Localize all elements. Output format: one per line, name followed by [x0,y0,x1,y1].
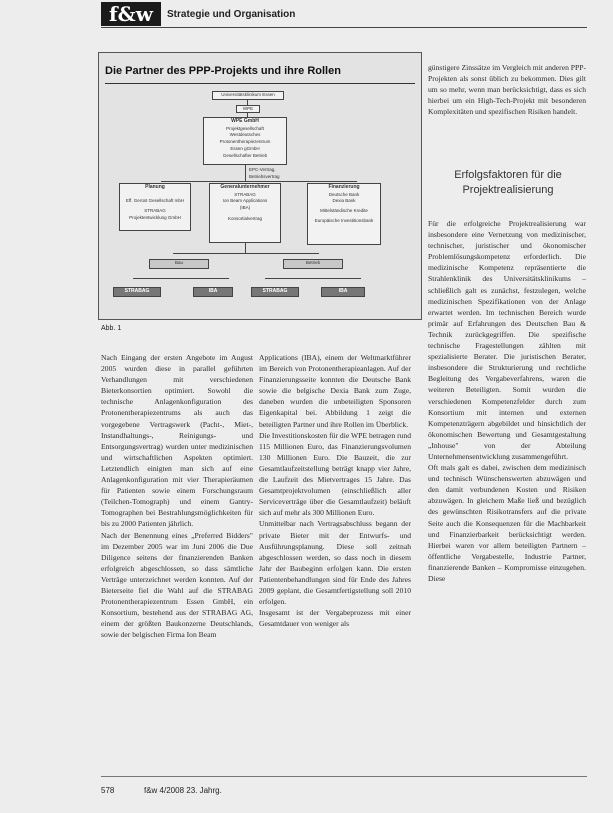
journal-issue: f&w 4/2008 23. Jahrg. [144,786,222,795]
diagram-wpe-line: Projektgesellschaft [226,125,264,131]
text-column-middle [259,352,411,629]
section-title: Strategie und Organisation [167,9,296,20]
section-subheading: Erfolgsfaktoren für die Projektrealisierung [454,169,562,196]
diagram-planning-line: Eff. Gerüst Gesellschaft mbH [125,197,185,203]
diagram-box-planning [119,183,191,231]
diagram-wpe-title: WPE GmbH [231,118,259,124]
header-divider [101,27,587,28]
paragraph: Nach Eingang der ersten Angebote im August 2005 wurden diese in parallel geführten Verhandlungen mit verschiedenen Bieterkonsortien optimiert. Sowohl die technische Anlagenkonfiguration des Protonentherapiezentrums als auch das vorgegebene Vertragswerk (Pacht-, Miet-, Instandhaltungs-, Reinigungs- und Entsorgungsvertrag) wurden unter medizinischen und wirtschaftlichen Aspekten optimiert. Letztendlich einigten man sich auf eine Anlagenkonfiguration mit vier Therapieräumen für Patienten sowie einem Forschungsraum (Teilchen-Tomograph) und einem Gantry-Tomographen bei Bestrahlungsmöglichkeiten für bis zu 2000 Patienten jährlich. [101,353,253,529]
diagram-contractor-line: Ion Beam Applications [222,198,268,204]
diagram-contract-label: EPC-Vertrag, Betriebsvertrag [249,167,280,179]
diagram-connector [161,181,357,182]
diagram-planning-line: STRABAG [144,208,166,214]
diagram-contractor-line: (IBA) [239,205,251,210]
paragraph: Applications (IBA), einem der Weltmarktführer im Bereich von Protonentherapieanlagen. Auf der Finanzierungsseite konnten die Deutsche Bank sowie die belgische Dexia Bank zum Zuge, daneben wurden die unbeteiligten Sponsoren Eigenkapital bei. Abbildung 1 zeigt die beteiligten Partner und ihre Rollen im Überblick. [259,353,411,429]
diagram-wpe-line: Essen gGmbH [230,145,260,151]
figure-title: Die Partner des PPP-Projekts und ihre Rollen [105,65,341,77]
diagram-finance-line: Mittelständische Kredite [320,208,368,213]
paragraph: Für die erfolgreiche Projektrealisierung war insbesondere eine Vernetzung von medizinischer, technischer, juristischer und ökonomischer Problemlösungskompetenz erforderlich. Die medizinische Kompetenz repräsentierte die Strahlenklinik des Universitätsklinikums – schließlich galt es zunächst, festzulegen, welche medizinischen Spezifikationen von der Anlage erwartet werden. Im technischen Bereich wurde primär auf Erfahrungen des Deutschen Bau & Technik zurückgegriffen. Die spezifische technische Fragestellungen zählten mit spezialisierte Berater. Die juristischen Berater, insbesondere die Strukturierung und rechtliche Begleitung des Vergabeverfahrens, waren die weiteren Beteiligten. Somit wurden die verschiedenen Kompetenzfelder durch zum Konsortium mit internen und externen Kompetenzträgern abgebildet und hinsichtlich der ökonomischen Bewertung und Gesamtgestaltung „Inhouse" von der Abteilung Unternehmensentwicklung zusammengeführt. [428,219,586,461]
paragraph: Nach der Benennung eines „Preferred Bidders" im Dezember 2005 war im Juni 2006 die Due Diligence seitens der finanzierenden Banken erfolgreich abgeschlossen, so dass sämtliche Verträge unterzeichnet werden konnten. Auf der Bieterseite fiel die Wahl auf die STRABAG Protonentherapiezentrum Essen GmbH, ein Konsortium, bestehend aus der STRABAG AG, einem der größten Baukonzerne Deutschlands, sowie der belgischen Firma Ion Beam [101,530,253,640]
diagram-contractor-line: STRABAG [234,191,256,197]
diagram-planning-title: Planung [145,184,165,190]
figure-caption: Abb. 1 [101,325,122,332]
diagram-box-wpe-short: WPE [236,105,260,113]
text-column-left [101,352,253,640]
diagram-connector [245,165,246,181]
text-column-right-top [428,62,586,117]
diagram-box-construction: Bau [149,259,209,269]
paragraph: Die Investitionskosten für die WPE betragen rund 115 Millionen Euro, das Finanzierungsvolumen 130 Millionen Euro. Die Bauzeit, die zur Gesamtlaufzeitstellung beträgt knapp vier Jahre, die Laufzeit des Mietvertrages 15 Jahre. Das Gesamtprojektvolumen (einschließlich aller Serviceverträge über die Gesamtlaufzeit) beläuft sich auf mehr als 300 Millionen Euro. [259,430,411,518]
diagram-connector [245,243,246,253]
diagram-box-operation: Betrieb [283,259,343,269]
diagram-box-finance [307,183,381,245]
diagram-contractor-title: Generalunternehmer [220,184,270,190]
diagram-leaf-strabag: STRABAG [113,287,161,297]
diagram-contractor-line: Konsortialvertrag [227,215,263,221]
paragraph: Unmittelbar nach Vertragsabschluss begann der private Bieter mit der Entwurfs- und Ausführungsplanung. Diese soll zeitnah abgeschlossen werden, so dass noch in diesem Jahr der Baubeginn erfolgen kann. Die ersten Patientenbehandlungen sind für Ende des Jahres 2009 geplant, die Gesamtfertigstellung soll 2010 erfolgen. [259,519,411,607]
diagram-box-contractor [209,183,281,243]
text-column-right [428,218,586,584]
paragraph: günstigere Zinssätze im Vergleich mit anderen PPP-Projekten als sonst üblich zu bekommen. Dies gilt um so mehr, wenn man berücksichtigt, dass es sich hierbei um ein High-Tech-Projekt mit besonderen Komplexitäten und spezifischen Risiken handelt. [428,63,586,117]
diagram-finance-line: Deutsche Bank [328,191,360,197]
diagram-leaf-strabag: STRABAG [251,287,299,297]
diagram-box-wpe [203,117,287,165]
partner-diagram [98,52,422,320]
diagram-leaf-iba: IBA [321,287,365,297]
diagram-connector [133,278,229,279]
diagram-planning-line: Projektentwicklung GmbH [129,215,181,220]
paragraph: Oft mals galt es dabei, zwischen dem medizinisch und technisch Wünschenswerten abzuwägen und den damit verbundenen Kosten und Risiken abzuwägen. In gleichem Maße ließ und bezüglich des gewünschten Risikotransfers auf die private Seite auch die Konsequenzen für die Machbarkeit und Finanzierbarkeit berücksichtigt werden. Hierbei waren vor allem beteiligten Partnern – öffentliche Vergabestelle, Industrie Partner, finanzierende Banken – Kompromisse einzugehen. Diese [428,463,586,583]
diagram-finance-title: Finanzierung [328,184,360,190]
diagram-box-clinic: Universitätsklinikum Essen [212,91,284,100]
diagram-leaf-iba: IBA [193,287,233,297]
diagram-connector [265,278,361,279]
page-number: 578 [101,786,115,795]
diagram-wpe-line: Gesellschafter Betrieb [222,152,268,158]
diagram-connector [173,253,319,254]
journal-logo: f&w [101,2,161,26]
diagram-wpe-line: Westdeutsches Protonentherapiezentrum [219,132,271,144]
diagram-finance-line: Dexia Bank [332,198,356,204]
paragraph: Insgesamt ist der Vergabeprozess mit einer Gesamtdauer von weniger als [259,608,411,629]
diagram-finance-line: Europäische Investitionsbank [314,217,374,223]
footer-divider [101,776,587,777]
figure-divider [105,83,415,84]
